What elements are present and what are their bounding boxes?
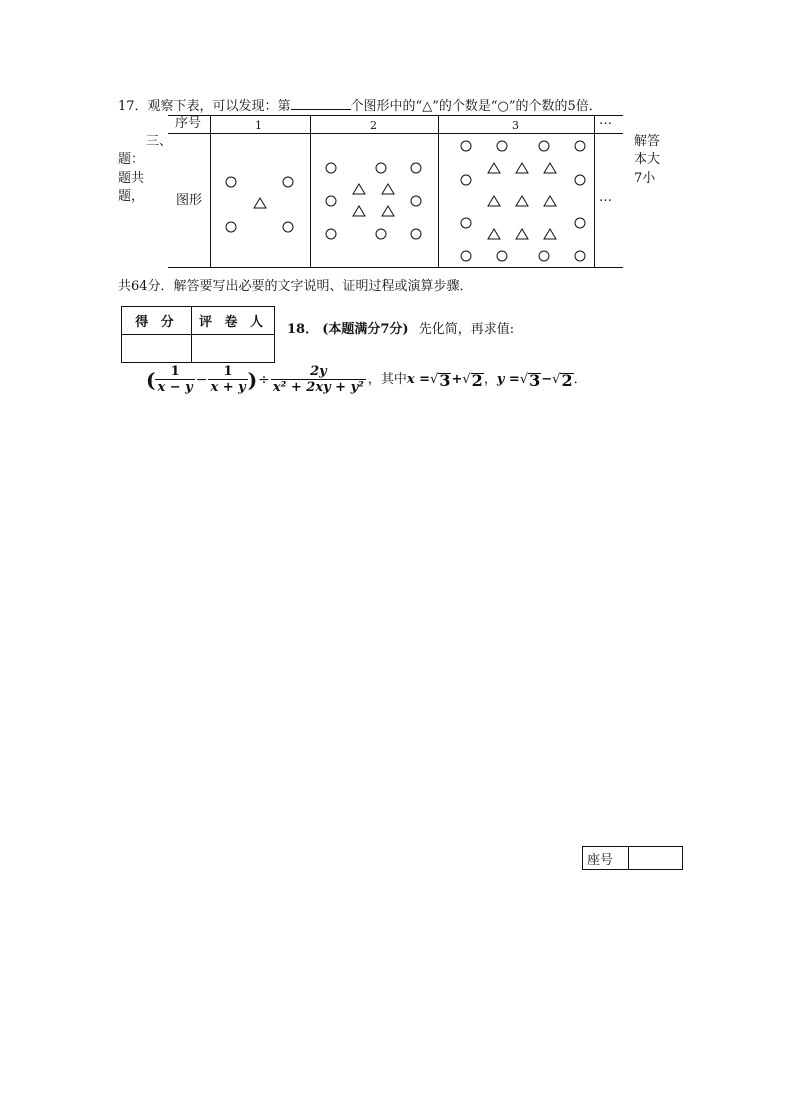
section-right-line-3: 7小 — [634, 171, 656, 186]
x-plus: + — [451, 372, 463, 387]
x-sqrt3-sign: √ — [430, 372, 439, 387]
right-paren: ) — [247, 368, 258, 392]
fraction-3 — [271, 364, 366, 396]
circle-shape — [283, 177, 293, 187]
section-heading-top: 三、 — [146, 134, 173, 149]
triangle-shape — [544, 229, 556, 239]
circle-shape — [326, 229, 336, 239]
y-sqrt2-sign: √ — [552, 372, 561, 387]
q18-instruction: 先化简，再求值: — [418, 322, 515, 337]
section-left-line-1: 题： — [118, 152, 145, 167]
circle-shape — [326, 163, 336, 173]
seat-number-box — [582, 846, 683, 870]
expression-end: ． — [573, 372, 587, 387]
circle-shape — [539, 141, 549, 151]
table-ellipsis-figure: … — [599, 190, 612, 205]
table-ellipsis-header: … — [599, 113, 612, 128]
fraction-2-numerator: 1 — [223, 364, 233, 379]
triangle-shape — [544, 196, 556, 206]
table-col-3: 3 — [512, 119, 519, 132]
q18-expression — [146, 364, 587, 396]
circle-shape — [497, 141, 507, 151]
circle-shape — [411, 163, 421, 173]
x-sqrt2-radicand: 2 — [471, 370, 483, 390]
x-equals: x = — [406, 372, 431, 387]
triangle-shape — [488, 163, 500, 173]
triangle-shape — [516, 229, 528, 239]
circle-shape — [376, 229, 386, 239]
table-col-2: 2 — [370, 119, 377, 132]
fraction-3-numerator: 2y — [310, 364, 327, 379]
score-cell[interactable] — [122, 335, 192, 363]
section-continuation: 共64分．解答要写出必要的文字说明、证明过程或演算步骤． — [118, 279, 473, 294]
y-sqrt2-radicand: 2 — [561, 370, 573, 390]
triangle-shape — [353, 206, 365, 216]
minus-sign: − — [195, 372, 208, 388]
triangle-shape — [382, 184, 394, 194]
circle-shape — [411, 229, 421, 239]
x-sqrt3-radicand: 3 — [439, 370, 451, 390]
figure-shapes — [226, 141, 585, 261]
circle-shape — [575, 251, 585, 261]
score-label: 得 分 — [122, 307, 192, 335]
seat-label: 座号 — [583, 847, 629, 870]
question-18-heading — [287, 322, 514, 338]
fraction-1-numerator: 1 — [170, 364, 180, 379]
left-paren: ( — [146, 368, 156, 392]
circle-shape — [461, 218, 471, 228]
q17-suffix: 个图形中的“△”的个数是“○”的个数的5倍． — [350, 99, 602, 114]
table-figure-label: 图形 — [176, 193, 203, 208]
x-sqrt2-sign: √ — [462, 372, 471, 387]
score-box — [121, 306, 275, 363]
circle-shape — [461, 175, 471, 185]
fraction-2 — [208, 364, 247, 396]
seat-input-cell[interactable] — [629, 847, 683, 870]
circle-shape — [497, 251, 507, 261]
triangle-shape — [382, 206, 394, 216]
triangle-shape — [353, 184, 365, 194]
circle-shape — [539, 251, 549, 261]
y-sqrt3-radicand: 3 — [529, 370, 541, 390]
triangle-shape — [516, 196, 528, 206]
circle-shape — [283, 222, 293, 232]
fraction-3-denominator: x² + 2xy + y² — [272, 380, 364, 395]
triangle-shape — [544, 163, 556, 173]
y-minus: − — [541, 372, 553, 387]
fraction-1 — [155, 364, 194, 396]
grader-cell[interactable] — [192, 335, 275, 363]
circle-shape — [461, 251, 471, 261]
triangle-shape — [254, 198, 266, 208]
q18-points: (本题满分7分) — [322, 322, 409, 337]
circle-shape — [411, 196, 421, 206]
triangle-shape — [488, 196, 500, 206]
circle-shape — [575, 175, 585, 185]
circle-shape — [575, 141, 585, 151]
y-equals: y = — [496, 372, 520, 387]
circle-shape — [376, 163, 386, 173]
section-left-line-3: 题， — [118, 189, 145, 204]
grader-label: 评 卷 人 — [192, 307, 275, 335]
triangle-shape — [516, 163, 528, 173]
table-header-label: 序号 — [175, 116, 202, 131]
section-right-line-2: 本大 — [634, 152, 661, 167]
circle-shape — [461, 141, 471, 151]
circle-shape — [575, 218, 585, 228]
q17-prefix: 17．观察下表，可以发现：第 — [118, 99, 291, 114]
circle-shape — [226, 177, 236, 187]
q18-number: 18． — [287, 322, 319, 337]
value-separator: ， — [483, 372, 497, 387]
fraction-1-denominator: x − y — [157, 380, 193, 395]
section-left-line-2: 题共 — [118, 171, 145, 186]
circle-shape — [226, 222, 236, 232]
q17-answer-blank[interactable] — [291, 97, 351, 110]
section-right-line-1: 解答 — [634, 134, 661, 149]
table-col-1: 1 — [255, 119, 262, 132]
circle-shape — [326, 196, 336, 206]
y-sqrt3-sign: √ — [519, 372, 529, 387]
divide-sign: ÷ — [258, 372, 270, 388]
fraction-2-denominator: x + y — [210, 380, 246, 395]
where-clause: ，其中 — [367, 372, 407, 387]
triangle-shape — [488, 229, 500, 239]
